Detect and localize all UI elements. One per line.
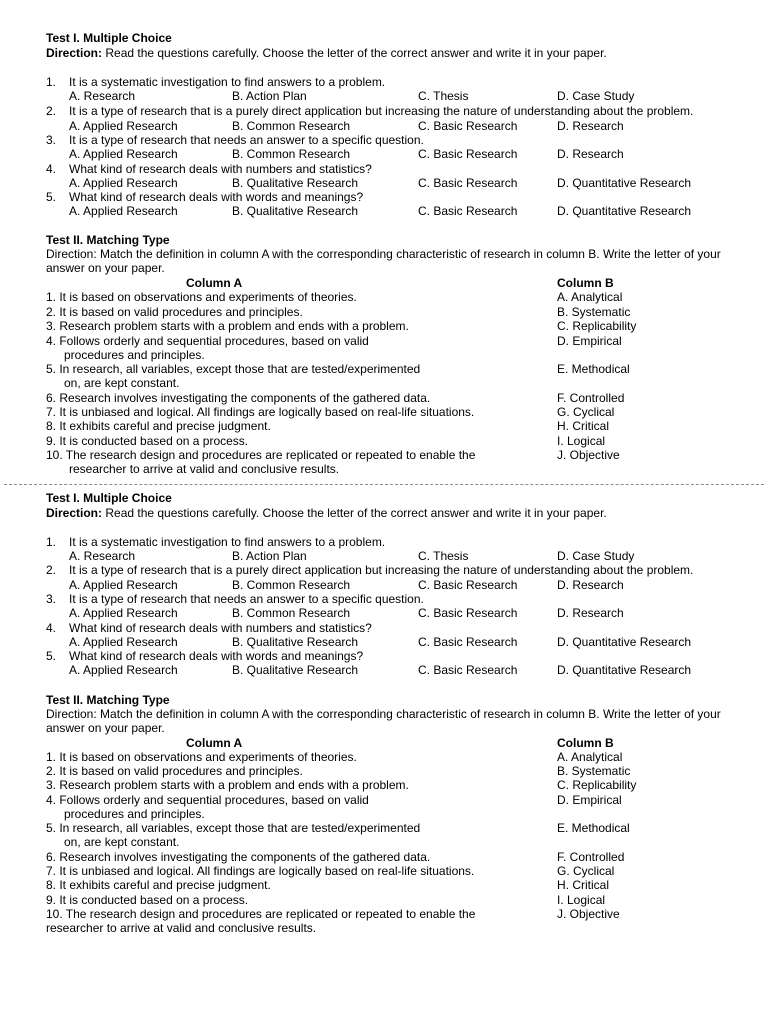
question-number: 3.: [46, 133, 57, 147]
column-b-item: I. Logical: [557, 434, 606, 448]
column-b-item: B. Systematic: [557, 305, 631, 319]
column-b-item: I. Logical: [557, 893, 606, 907]
question-number: 4.: [46, 621, 57, 635]
column-b-item: A. Analytical: [557, 750, 623, 764]
direction-label: Direction:: [46, 506, 103, 520]
choice-c: C. Basic Research: [418, 176, 518, 190]
choice-c: C. Basic Research: [418, 606, 518, 620]
column-a-item: 6. Research involves investigating the components of the gathered data.: [46, 850, 431, 864]
choice-d: D. Research: [557, 578, 624, 592]
test1-direction: [46, 46, 607, 60]
column-a-item: 4. Follows orderly and sequential procedures, based on valid: [46, 334, 369, 348]
question-text: It is a type of research that is a purely direct application but increasing the nature of understanding about the problem.: [69, 563, 694, 577]
test2-direction-line2: answer on your paper.: [46, 261, 165, 275]
question-number: 2.: [46, 563, 57, 577]
column-a-item: 8. It exhibits careful and precise judgment.: [46, 419, 271, 433]
column-a-item: 9. It is conducted based on a process.: [46, 893, 249, 907]
question-number: 5.: [46, 190, 57, 204]
column-b-item: F. Controlled: [557, 391, 625, 405]
question-5: [0, 190, 768, 204]
choice-d: D. Case Study: [557, 89, 635, 103]
choice-b: B. Action Plan: [232, 89, 307, 103]
question-3: [0, 592, 768, 606]
column-b-item: D. Empirical: [557, 334, 622, 348]
choices-4: [0, 635, 768, 649]
column-b-item: E. Methodical: [557, 362, 630, 376]
column-a-item-continued: procedures and principles.: [64, 348, 205, 362]
column-b-item: G. Cyclical: [557, 405, 615, 419]
column-a-item-continued: on, are kept constant.: [64, 835, 180, 849]
question-2: [0, 563, 768, 577]
column-b-item: C. Replicability: [557, 778, 637, 792]
choice-a: A. Research: [69, 89, 136, 103]
choice-d: D. Quantitative Research: [557, 663, 692, 677]
column-b-item: J. Objective: [557, 448, 620, 462]
choice-b: B. Qualitative Research: [232, 635, 359, 649]
question-4: [0, 162, 768, 176]
choices-1: [0, 549, 768, 563]
column-a-item-continued: researcher to arrive at valid and conclusive results.: [69, 462, 340, 476]
choice-d: D. Research: [557, 606, 624, 620]
question-text: It is a type of research that is a purely direct application but increasing the nature of understanding about the problem.: [69, 104, 694, 118]
question-2: [0, 104, 768, 118]
question-1: [0, 75, 768, 89]
choice-b: B. Qualitative Research: [232, 204, 359, 218]
question-1: [0, 535, 768, 549]
choice-d: D. Case Study: [557, 549, 635, 563]
direction-label: Direction:: [46, 46, 103, 60]
direction-text: Read the questions carefully. Choose the letter of the correct answer and write it in your paper.: [102, 506, 607, 520]
choice-a: A. Applied Research: [69, 635, 178, 649]
column-b-item: B. Systematic: [557, 764, 631, 778]
column-b-item: H. Critical: [557, 878, 610, 892]
choice-b: B. Qualitative Research: [232, 176, 359, 190]
choice-d: D. Research: [557, 119, 624, 133]
column-a-header: Column A: [186, 276, 243, 290]
column-b-header: Column B: [557, 736, 614, 750]
test2-title: Test II. Matching Type: [46, 693, 170, 707]
question-3: [0, 133, 768, 147]
column-b-item: F. Controlled: [557, 850, 625, 864]
column-a-item: 1. It is based on observations and experiments of theories.: [46, 750, 357, 764]
column-b-item: G. Cyclical: [557, 864, 615, 878]
cut-line-divider: [4, 484, 764, 485]
choices-3: [0, 606, 768, 620]
column-a-item-continued: on, are kept constant.: [64, 376, 180, 390]
column-b-item: D. Empirical: [557, 793, 622, 807]
column-b-header: Column B: [557, 276, 614, 290]
choice-c: C. Basic Research: [418, 147, 518, 161]
column-a-item: 5. In research, all variables, except those that are tested/experimented: [46, 362, 421, 376]
question-number: 2.: [46, 104, 57, 118]
question-number: 3.: [46, 592, 57, 606]
choice-c: C. Basic Research: [418, 578, 518, 592]
column-a-item: 9. It is conducted based on a process.: [46, 434, 249, 448]
question-number: 5.: [46, 649, 57, 663]
choice-a: A. Research: [69, 549, 136, 563]
choice-c: C. Basic Research: [418, 119, 518, 133]
choice-b: B. Action Plan: [232, 549, 307, 563]
choices-2: [0, 119, 768, 133]
column-a-item: 1. It is based on observations and experiments of theories.: [46, 290, 357, 304]
test1-direction: [46, 506, 607, 520]
choices-5: [0, 663, 768, 677]
choice-d: D. Quantitative Research: [557, 635, 692, 649]
test1-title: Test I. Multiple Choice: [46, 491, 172, 505]
choice-d: D. Quantitative Research: [557, 176, 692, 190]
choice-b: B. Qualitative Research: [232, 663, 359, 677]
choice-a: A. Applied Research: [69, 204, 178, 218]
choice-c: C. Basic Research: [418, 204, 518, 218]
column-b-item: A. Analytical: [557, 290, 623, 304]
question-text: What kind of research deals with numbers and statistics?: [69, 162, 372, 176]
column-a-item: 10. The research design and procedures are replicated or repeated to enable the: [46, 448, 476, 462]
question-text: It is a type of research that needs an answer to a specific question.: [69, 592, 424, 606]
column-a-item: 7. It is unbiased and logical. All findings are logically based on real-life situations.: [46, 405, 475, 419]
column-a-item: 4. Follows orderly and sequential procedures, based on valid: [46, 793, 369, 807]
choice-c: C. Thesis: [418, 549, 469, 563]
choice-a: A. Applied Research: [69, 578, 178, 592]
question-text: It is a systematic investigation to find answers to a problem.: [69, 75, 386, 89]
choice-d: D. Quantitative Research: [557, 204, 692, 218]
choices-2: [0, 578, 768, 592]
test2-direction-line1: Direction: Match the definition in column A with the corresponding characteristic of research in column B. Write the letter of your: [46, 707, 721, 721]
question-text: What kind of research deals with words and meanings?: [69, 649, 364, 663]
choice-a: A. Applied Research: [69, 119, 178, 133]
question-number: 1.: [46, 75, 57, 89]
question-text: It is a systematic investigation to find answers to a problem.: [69, 535, 386, 549]
test2-direction-line1: Direction: Match the definition in column A with the corresponding characteristic of research in column B. Write the letter of your: [46, 247, 721, 261]
choice-a: A. Applied Research: [69, 606, 178, 620]
column-a-item: 5. In research, all variables, except those that are tested/experimented: [46, 821, 421, 835]
choice-a: A. Applied Research: [69, 663, 178, 677]
column-a-item: 2. It is based on valid procedures and principles.: [46, 305, 303, 319]
question-text: What kind of research deals with numbers and statistics?: [69, 621, 372, 635]
column-a-item-continued: procedures and principles.: [64, 807, 205, 821]
column-b-item: J. Objective: [557, 907, 620, 921]
column-a-item: 8. It exhibits careful and precise judgment.: [46, 878, 271, 892]
column-a-item: 7. It is unbiased and logical. All findings are logically based on real-life situations.: [46, 864, 475, 878]
column-a-item: 10. The research design and procedures are replicated or repeated to enable the: [46, 907, 476, 921]
choices-4: [0, 176, 768, 190]
choice-b: B. Common Research: [232, 147, 351, 161]
test2-direction-line2: answer on your paper.: [46, 721, 165, 735]
column-b-item: H. Critical: [557, 419, 610, 433]
column-a-header: Column A: [186, 736, 243, 750]
choice-c: C. Basic Research: [418, 635, 518, 649]
choice-a: A. Applied Research: [69, 147, 178, 161]
question-4: [0, 621, 768, 635]
choices-3: [0, 147, 768, 161]
question-text: It is a type of research that needs an answer to a specific question.: [69, 133, 424, 147]
choices-1: [0, 89, 768, 103]
column-a-item: 6. Research involves investigating the components of the gathered data.: [46, 391, 431, 405]
choice-b: B. Common Research: [232, 119, 351, 133]
column-a-item: 3. Research problem starts with a problem and ends with a problem.: [46, 319, 409, 333]
test2-title: Test II. Matching Type: [46, 233, 170, 247]
question-number: 1.: [46, 535, 57, 549]
choice-c: C. Thesis: [418, 89, 469, 103]
column-b-item: C. Replicability: [557, 319, 637, 333]
question-5: [0, 649, 768, 663]
column-a-item: 2. It is based on valid procedures and principles.: [46, 764, 303, 778]
choice-b: B. Common Research: [232, 606, 351, 620]
direction-text: Read the questions carefully. Choose the letter of the correct answer and write it in your paper.: [102, 46, 607, 60]
column-a-item-continued: researcher to arrive at valid and conclusive results.: [46, 921, 317, 935]
choices-5: [0, 204, 768, 218]
choice-b: B. Common Research: [232, 578, 351, 592]
question-text: What kind of research deals with words and meanings?: [69, 190, 364, 204]
choice-d: D. Research: [557, 147, 624, 161]
choice-a: A. Applied Research: [69, 176, 178, 190]
column-a-item: 3. Research problem starts with a problem and ends with a problem.: [46, 778, 409, 792]
column-b-item: E. Methodical: [557, 821, 630, 835]
choice-c: C. Basic Research: [418, 663, 518, 677]
question-number: 4.: [46, 162, 57, 176]
test1-title: Test I. Multiple Choice: [46, 31, 172, 45]
